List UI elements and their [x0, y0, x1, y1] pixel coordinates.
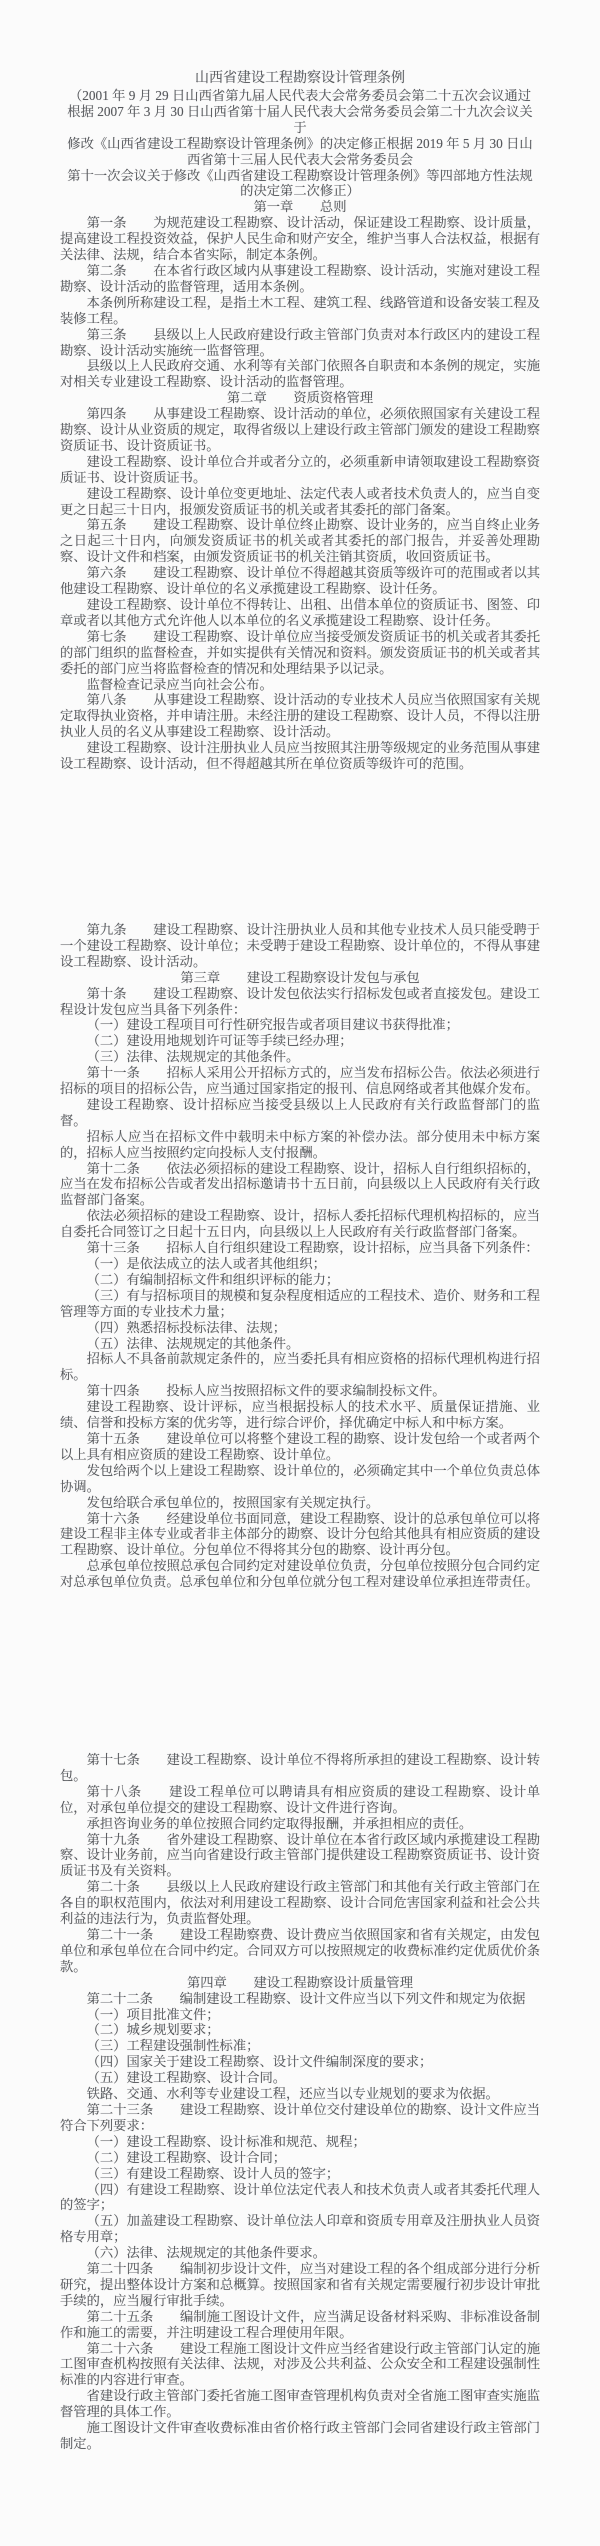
chapter-heading: 第三章 建设工程勘察设计发包与承包	[180, 969, 420, 985]
paragraph: 第二十三条 建设工程勘察、设计单位交付建设单位的勘察、设计文件应当符合下列要求：	[60, 2101, 540, 2133]
chapter-heading: 第四章 建设工程勘察设计质量管理	[186, 1974, 414, 1990]
preamble-line: 的决定第二次修正）	[240, 183, 360, 199]
paragraph: 第二十条 县级以上人民政府建设行政主管部门和其他有关行政主管部门在各自的职权范围内，依法对利用建设工程勘察、设计合同危害国家利益和社会公共利益的违法行为，负责监督处理。	[60, 1879, 540, 1927]
paragraph: 建设工程勘察、设计招标应当接受县级以上人民政府有关行政监督部门的监督。	[60, 1096, 540, 1128]
paragraph: （一）是依法成立的法人或者其他组织；	[86, 1256, 326, 1271]
paragraph: 总承包单位按照总承包合同约定对建设单位负责，分包单位按照分包合同约定对总承包单位负责。总承包单位和分包单位就分包工程对建设单位承担连带责任。	[60, 1558, 540, 1590]
paragraph: 依法必须招标的建设工程勘察、设计，招标人委托招标代理机构招标的，应当自委托合同签订之日起十五日内，向县级以上人民政府有关行政监督部门备案。	[60, 1208, 540, 1240]
paragraph: （四）有建设工程勘察、设计单位法定代表人和技术负责人或者其委托代理人的签字；	[60, 2181, 540, 2213]
paragraph: （五）建设工程勘察、设计合同。	[86, 2070, 287, 2086]
paragraph: 第八条 从事建设工程勘察、设计活动的专业技术人员应当依照国家有关规定取得执业资格，并申请注册。未经注册的建设工程勘察、设计人员，不得以注册执业人员的名义从事建设工程勘察、设计活动。	[60, 692, 540, 740]
paragraph: 监督检查记录应当向社会公布。	[86, 676, 273, 692]
paragraph: （三）法律、法规规定的其他条件。	[86, 1049, 300, 1065]
document-blocks	[60, 199, 540, 2452]
paragraph: 第一条 为规范建设工程勘察、设计活动，保证建设工程勘察、设计质量，提高建设工程投资效益，保护人民生命和财产安全，维护当事人合法权益，根据有关法律、法规，结合本省实际，制定本条例。	[60, 215, 540, 263]
paragraph: 第十二条 依法必须招标的建设工程勘察、设计，招标人自行组织招标的，应当在发布招标公告或者发出招标邀请书十五日前，向县级以上人民政府有关行政监督部门备案。	[60, 1160, 540, 1208]
preamble-line: 西省第十三届人民代表大会常务委员会	[186, 151, 414, 167]
paragraph: 第四条 从事建设工程勘察、设计活动的单位，必须依照国家有关建设工程勘察、设计从业资质的规定，取得省级以上建设行政主管部门颁发的建设工程勘察资质证书、设计资质证书。	[60, 406, 540, 453]
chapter-heading: 第一章 总则	[253, 199, 347, 215]
paragraph: 第九条 建设工程勘察、设计注册执业人员和其他专业技术人员只能受聘于一个建设工程勘察、设计单位；未受聘于建设工程勘察、设计单位的，不得从事建设工程勘察、设计活动。	[60, 921, 540, 969]
paragraph: 第十八条 建设工程单位可以聘请具有相应资质的建设工程勘察、设计单位，对承包单位提交的建设工程勘察、设计文件进行咨询。	[60, 1783, 540, 1815]
paragraph: （二）建设用地规划许可证等手续已经办理；	[86, 1033, 353, 1049]
chapter-heading: 第二章 资质资格管理	[226, 390, 374, 406]
preamble-line: 于	[293, 119, 307, 135]
paragraph: （四）国家关于建设工程勘察、设计文件编制深度的要求；	[86, 2054, 433, 2070]
paragraph: 第十六条 经建设单位书面同意，建设工程勘察、设计的总承包单位可以将建设工程非主体专业或者非主体部分的勘察、设计分包给其他具有相应资质的建设工程勘察、设计单位。分包单位不得将其分包的勘察、设计再分包。	[60, 1510, 540, 1558]
paragraph: （六）法律、法规规定的其他条件要求。	[86, 2245, 326, 2261]
preamble-line: 修改《山西省建设工程勘察设计管理条例》的决定修正根据 2019 年 5 月 30 日山	[67, 135, 533, 151]
paragraph: 第十四条 投标人应当按照招标文件的要求编制投标文件。	[86, 1383, 446, 1399]
paragraph: 建设工程勘察、设计单位不得转让、出租、出借本单位的资质证书、图签、印章或者以其他方式允许他人以本单位的名义承揽建设工程勘察、设计任务。	[60, 597, 540, 628]
paragraph: 县级以上人民政府交通、水利等有关部门依照各自职责和本条例的规定，实施对相关专业建设工程勘察、设计活动的监督管理。	[60, 358, 540, 390]
paragraph: 第十三条 招标人自行组织建设工程勘察，设计招标，应当具备下列条件：	[86, 1240, 539, 1256]
preamble-line: 第十一次会议关于修改《山西省建设工程勘察设计管理条例》等四部地方性法规	[67, 167, 533, 183]
document-page	[60, 0, 540, 2452]
paragraph: 第十九条 省外建设工程勘察、设计单位在本省行政区域内承揽建设工程勘察、设计业务前，应当向省建设行政主管部门提供建设工程勘察资质证书、设计资质证书及有关资料。	[60, 1831, 540, 1879]
paragraph: 第七条 建设工程勘察、设计单位应当接受颁发资质证书的机关或者其委托的部门组织的监督检查，并如实提供有关情况和资料。颁发资质证书的机关或者其委托的部门应当将监督检查的情况和处理结果予以记录。	[60, 628, 540, 676]
paragraph: （二）城乡规划要求；	[86, 2022, 220, 2038]
paragraph: 招标人不具备前款规定条件的，应当委托具有相应资格的招标代理机构进行招标。	[60, 1351, 540, 1383]
paragraph: （一）建设工程项目可行性研究报告或者项目建议书获得批准；	[86, 1017, 459, 1033]
preamble-line: 根据 2007 年 3 月 30 日山西省第十届人民代表大会常务委员会第二十九次会议关	[67, 103, 533, 119]
paragraph: 第二十一条 建设工程勘察费、设计费应当依照国家和省有关规定，由发包单位和承包单位在合同中约定。合同双方可以按照规定的收费标准约定优质优价条款。	[60, 1927, 540, 1974]
paragraph: 本条例所称建设工程，是指土木工程、建筑工程、线路管道和设备安装工程及装修工程。	[60, 294, 540, 326]
paragraph: 第二十五条 编制施工图设计文件，应当满足设备材料采购、非标准设备制作和施工的需要，并注明建设工程合理使用年限。	[60, 2308, 540, 2340]
paragraph: 第二条 在本省行政区域内从事建设工程勘察、设计活动，实施对建设工程勘察、设计活动的监督管理，适用本条例。	[60, 262, 540, 294]
paragraph: 第十条 建设工程勘察、设计发包依法实行招标发包或者直接发包。建设工程设计发包应当具备下列条件：	[60, 985, 540, 1017]
paragraph: 施工图设计文件审查收费标准由省价格行政主管部门会同省建设行政主管部门制定。	[60, 2420, 540, 2451]
paragraph: （三）有与招标项目的规模和复杂程度相适应的工程技术、造价、财务和工程管理等方面的专业技术力量；	[60, 1287, 540, 1319]
paragraph: 第二十四条 编制初步设计文件，应当对建设工程的各个组成部分进行分析研究，提出整体设计方案和总概算。按照国家和省有关规定需要履行初步设计审批手续的，应当履行审批手续。	[60, 2261, 540, 2308]
paragraph: 第十五条 建设单位可以将整个建设工程的勘察、设计发包给一个或者两个以上具有相应资质的建设工程勘察、设计单位。	[60, 1430, 540, 1462]
document-preamble	[60, 88, 540, 199]
paragraph: 省建设行政主管部门委托省施工图审查管理机构负责对全省施工图审查实施监督管理的具体工作。	[60, 2388, 540, 2420]
paragraph: 建设工程勘察、设计注册执业人员应当按照其注册等级规定的业务范围从事建设工程勘察、设计活动，但不得超越其所在单位资质等级许可的范围。	[60, 740, 540, 772]
paragraph: 第十七条 建设工程勘察、设计单位不得将所承担的建设工程勘察、设计转包。	[60, 1752, 540, 1783]
paragraph: 承担咨询业务的单位按照合同约定取得报酬，并承担相应的责任。	[86, 1815, 473, 1831]
page-break-gap	[60, 1590, 540, 1752]
document-title: 山西省建设工程勘察设计管理条例	[195, 71, 405, 86]
paragraph: 第二十六条 建设工程施工图设计文件应当经省建设行政主管部门认定的施工图审查机构按照有关法律、法规，对涉及公共利益、公众安全和工程建设强制性标准的内容进行审查。	[60, 2340, 540, 2388]
paragraph: 第六条 建设工程勘察、设计单位不得超越其资质等级许可的范围或者以其他建设工程勘察、设计单位的名义承揽建设工程勘察、设计任务。	[60, 565, 540, 597]
paragraph: 招标人应当在招标文件中载明未中标方案的补偿办法。部分使用未中标方案的，招标人应当按照约定向投标人支付报酬。	[60, 1128, 540, 1160]
paragraph: 第三条 县级以上人民政府建设行政主管部门负责对本行政区内的建设工程勘察、设计活动实施统一监督管理。	[60, 326, 540, 358]
paragraph: 建设工程勘察、设计单位变更地址、法定代表人或者技术负责人的，应当自变更之日起三十日内，报颁发资质证书的机关或者其委托的部门备案。	[60, 485, 540, 517]
preamble-line: （2001 年 9 月 29 日山西省第九届人民代表大会常务委员会第二十五次会议通过	[68, 88, 532, 103]
paragraph: （五）法律、法规规定的其他条件。	[86, 1335, 300, 1351]
paragraph: （四）熟悉招标投标法律、法规；	[86, 1319, 287, 1335]
paragraph: 发包给两个以上建设工程勘察、设计单位的，必须确定其中一个单位负责总体协调。	[60, 1462, 540, 1494]
paragraph: （三）有建设工程勘察、设计人员的签字；	[86, 2165, 340, 2181]
paragraph: （二）建设工程勘察、设计合同；	[86, 2149, 287, 2165]
paragraph: （一）建设工程勘察、设计标准和规范、规程；	[86, 2133, 366, 2149]
paragraph: （二）有编制招标文件和组织评标的能力；	[86, 1271, 340, 1287]
paragraph: 建设工程勘察、设计评标，应当根据投标人的技术水平、质量保证措施、业绩、信誉和投标方案的优劣等，进行综合评价，择优确定中标人和中标方案。	[60, 1399, 540, 1431]
paragraph: 发包给联合承包单位的，按照国家有关规定执行。	[86, 1494, 380, 1510]
paragraph: （三）工程建设强制性标准；	[86, 2038, 260, 2054]
paragraph: 第五条 建设工程勘察、设计单位终止勘察、设计业务的，应当自终止业务之日起三十日内，向颁发资质证书的机关或者其委托的部门报告，并妥善处理勘察、设计文件和档案，由颁发资质证书的机关注销其资质，收回资质证书。	[60, 517, 540, 565]
page-break-gap	[60, 772, 540, 922]
paragraph: （五）加盖建设工程勘察、设计单位法人印章和资质专用章及注册执业人员资格专用章；	[60, 2213, 540, 2245]
paragraph: 建设工程勘察、设计单位合并或者分立的，必须重新申请领取建设工程勘察资质证书、设计资质证书。	[60, 453, 540, 485]
paragraph: 第二十二条 编制建设工程勘察、设计文件应当以下列文件和规定为依据	[86, 1990, 526, 2006]
paragraph: 第十一条 招标人采用公开招标方式的，应当发布招标公告。依法必须进行招标的项目的招标公告，应当通过国家指定的报刊、信息网络或者其他媒介发布。	[60, 1065, 540, 1097]
paragraph: （一）项目批准文件；	[86, 2006, 220, 2022]
paragraph: 铁路、交通、水利等专业建设工程，还应当以专业规划的要求为依据。	[86, 2086, 499, 2102]
